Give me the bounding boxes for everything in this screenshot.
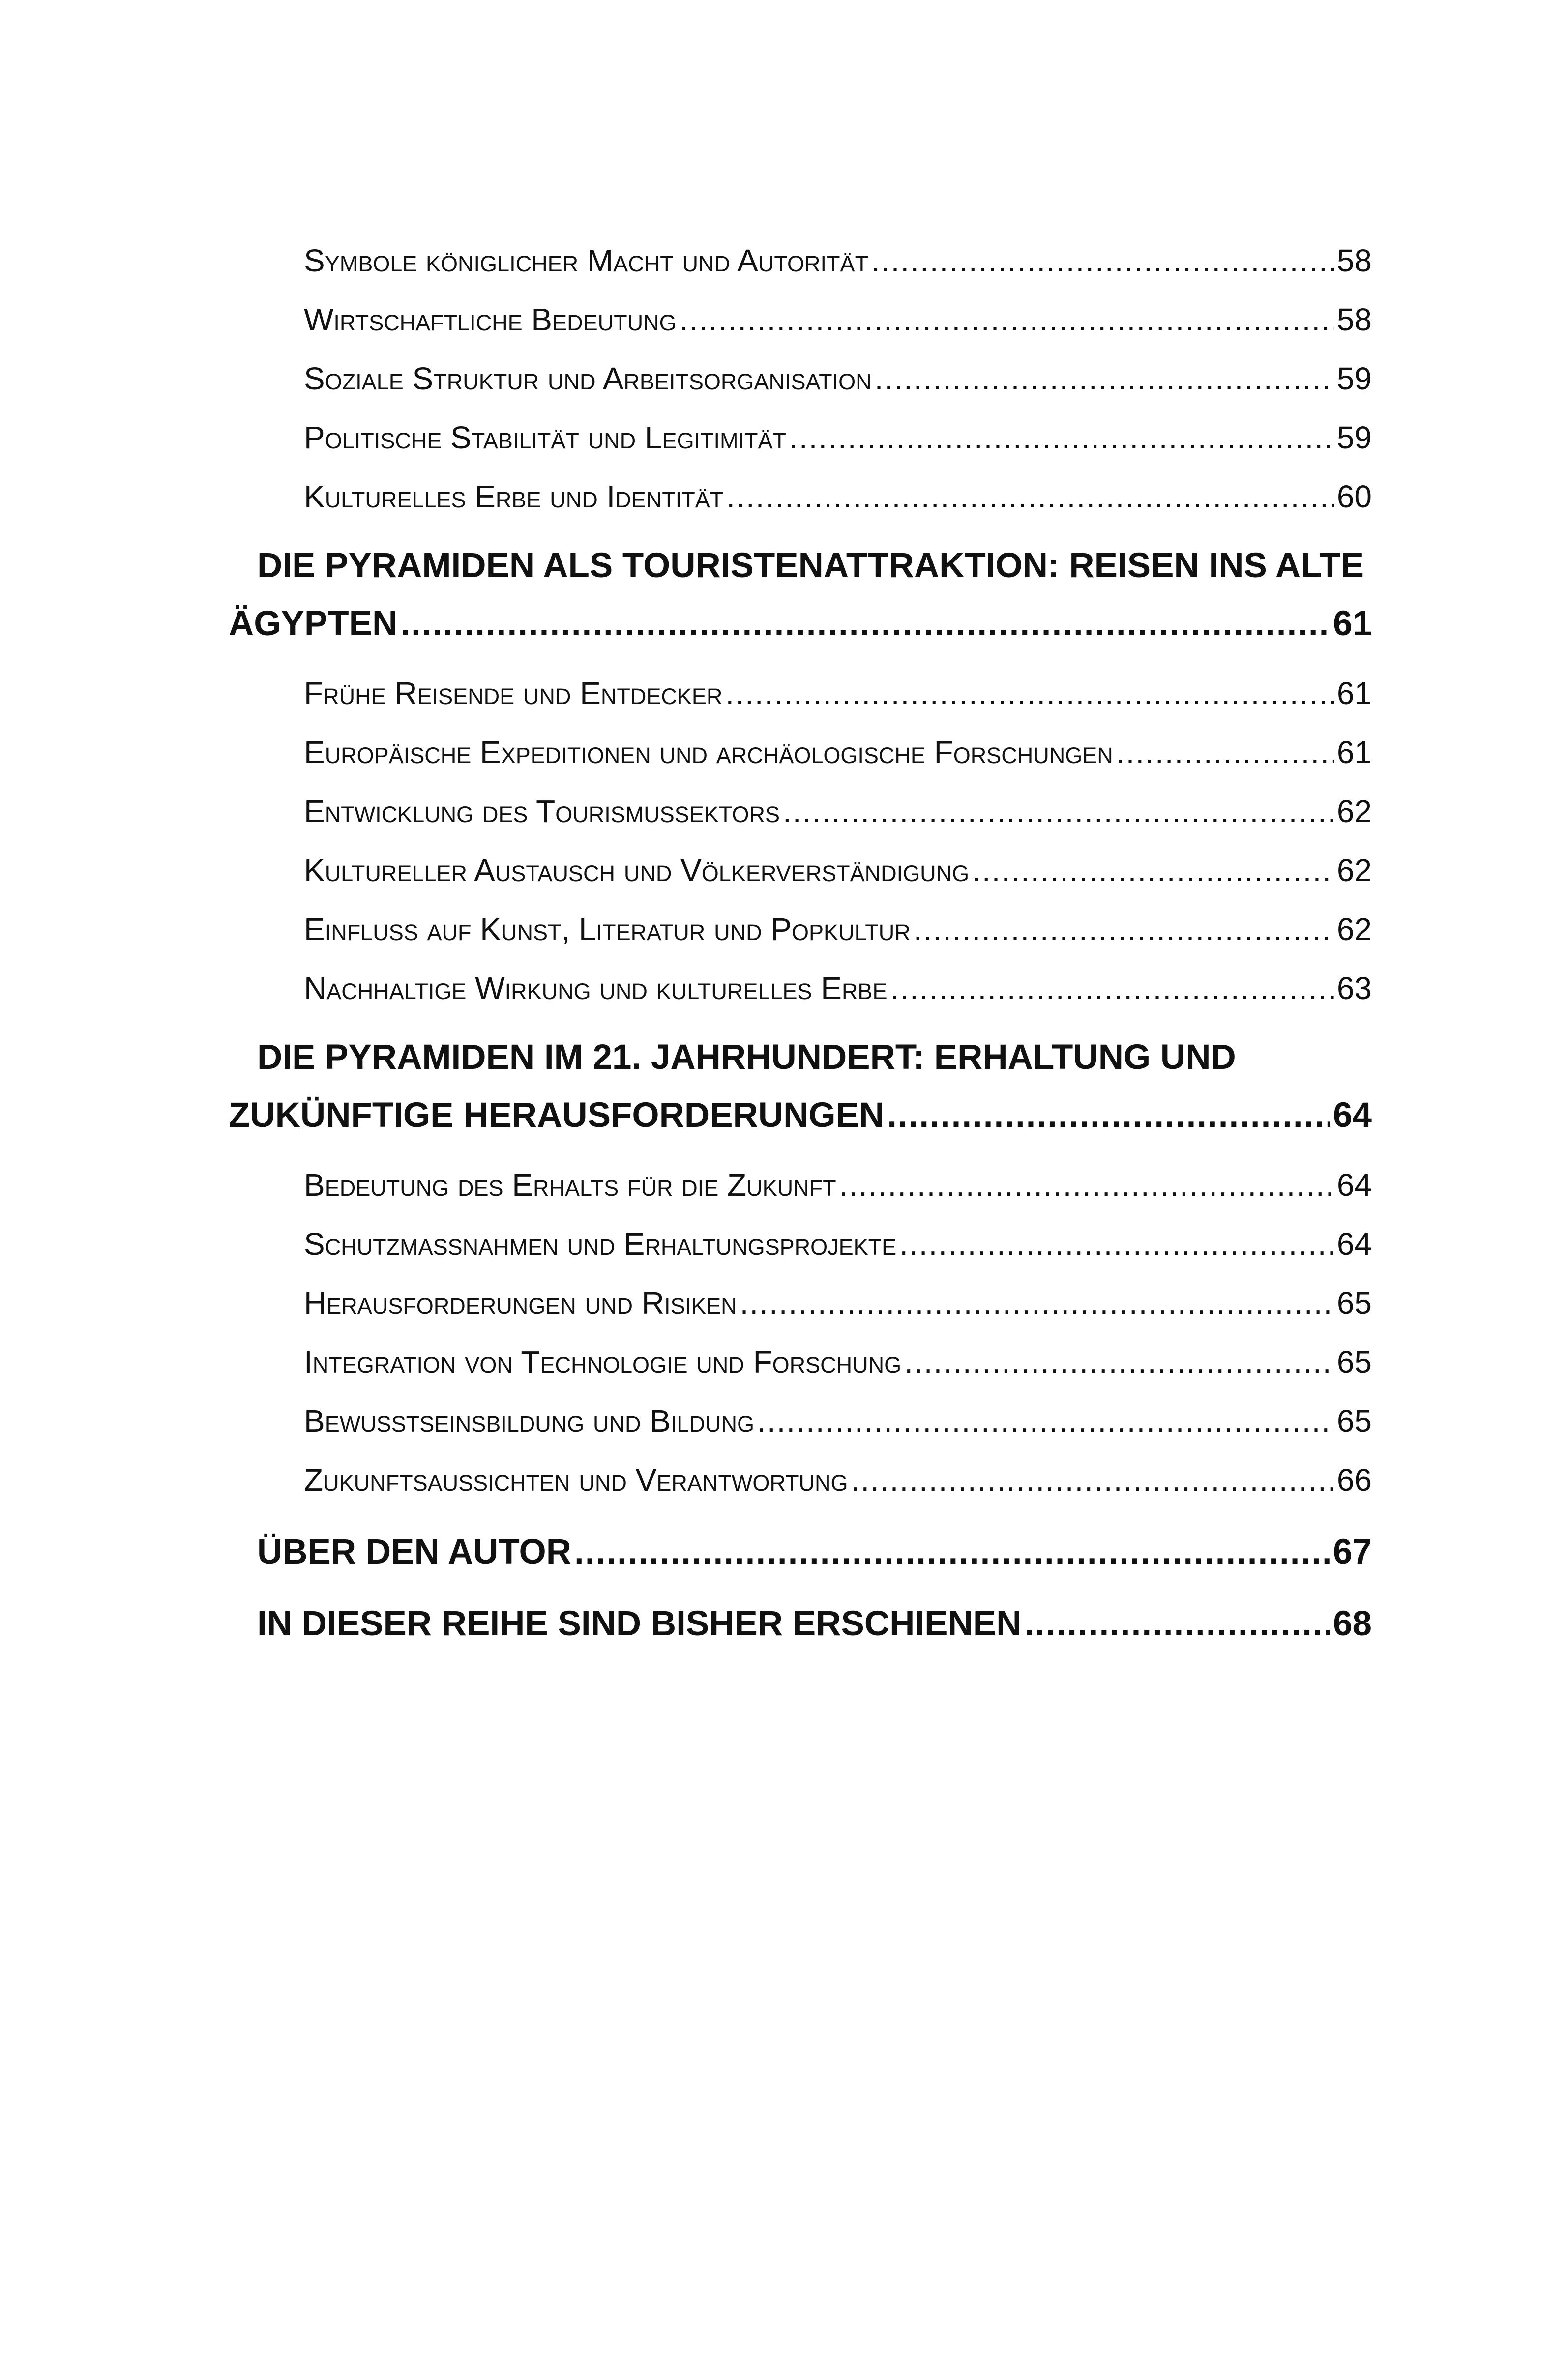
toc-entry-title: Einfluss auf Kunst, Literatur und Popkultur [304, 912, 911, 947]
toc-entry[interactable] [229, 841, 1372, 900]
dot-leader [574, 1523, 1330, 1581]
toc-entry[interactable] [229, 1332, 1372, 1391]
toc-entry[interactable] [229, 290, 1372, 349]
toc-entry[interactable] [229, 959, 1372, 1018]
toc-chapter-heading[interactable] [229, 1029, 1372, 1145]
toc-entry-page: 59 [1336, 361, 1372, 396]
dot-leader [783, 782, 1334, 841]
dot-leader [972, 841, 1334, 900]
toc-entry-page: 62 [1336, 912, 1372, 947]
dot-leader [914, 900, 1334, 959]
chapter-title: ÜBER DEN AUTOR [257, 1533, 572, 1571]
dot-leader [851, 1450, 1334, 1509]
toc-entry-page: 60 [1336, 479, 1372, 514]
toc-entry-page: 66 [1336, 1462, 1372, 1498]
dot-leader [1024, 1595, 1330, 1653]
chapter-title-line2: ZUKÜNFTIGE HERAUSFORDERUNGEN [229, 1096, 885, 1135]
dot-leader [839, 1155, 1334, 1214]
toc-entry-page: 64 [1336, 1167, 1372, 1203]
toc-entry[interactable] [229, 782, 1372, 841]
toc-chapter-page: 64 [1333, 1096, 1372, 1135]
toc-entry-page: 62 [1336, 794, 1372, 829]
chapter-title-line1: DIE PYRAMIDEN ALS TOURISTENATTRAKTION: REISEN INS ALTE [257, 546, 1364, 585]
dot-leader [875, 349, 1334, 408]
toc-entry-title: Bedeutung des Erhalts für die Zukunft [304, 1167, 836, 1203]
toc-entry-title: Politische Stabilität und Legitimität [304, 420, 787, 455]
chapter-title: IN DIESER REIHE SIND BISHER ERSCHIENEN [257, 1604, 1022, 1643]
toc-entry[interactable] [229, 1214, 1372, 1273]
dot-leader [1116, 723, 1334, 782]
dot-leader [899, 1214, 1334, 1273]
toc-entry-title: Wirtschaftliche Bedeutung [304, 302, 677, 337]
toc-entry-page: 63 [1336, 971, 1372, 1006]
toc-entry-title: Zukunftsaussichten und Verantwortung [304, 1462, 848, 1498]
dot-leader [680, 290, 1334, 349]
toc-entry[interactable] [229, 1450, 1372, 1509]
toc-entry-page: 62 [1336, 853, 1372, 888]
toc-entry-page: 65 [1336, 1344, 1372, 1380]
chapter-title-line1: DIE PYRAMIDEN IM 21. JAHRHUNDERT: ERHALTUNG UND [257, 1038, 1236, 1077]
toc-entry-page: 59 [1336, 420, 1372, 455]
dot-leader [757, 1391, 1334, 1450]
chapter-title-line2: ÄGYPTEN [229, 604, 398, 643]
toc-entry-title: Entwicklung des Tourismussektors [304, 794, 780, 829]
toc-entry[interactable] [229, 408, 1372, 467]
dot-leader [400, 595, 1330, 653]
table-of-contents [229, 231, 1372, 1657]
toc-chapter-page: 61 [1333, 604, 1372, 643]
toc-entry-page: 64 [1336, 1226, 1372, 1262]
toc-entry[interactable] [229, 1273, 1372, 1332]
toc-chapter-page: 68 [1333, 1604, 1372, 1643]
dot-leader [725, 664, 1333, 723]
toc-entry-title: Integration von Technologie und Forschung [304, 1344, 902, 1380]
toc-entry[interactable] [229, 723, 1372, 782]
dot-leader [887, 1087, 1330, 1145]
toc-entry-page: 65 [1336, 1285, 1372, 1321]
chapter-title-line2-row [229, 1087, 1372, 1145]
toc-entry[interactable] [229, 1155, 1372, 1214]
toc-entry-page: 61 [1336, 735, 1372, 770]
toc-entry[interactable] [229, 231, 1372, 290]
dot-leader [890, 959, 1333, 1018]
toc-entry-page: 58 [1336, 243, 1372, 278]
toc-entry[interactable] [229, 900, 1372, 959]
toc-chapter-series[interactable] [229, 1595, 1372, 1653]
dot-leader [789, 408, 1334, 467]
toc-entry-title: Europäische Expeditionen und archäologische Forschungen [304, 735, 1113, 770]
toc-entry-title: Herausforderungen und Risiken [304, 1285, 737, 1321]
toc-entry-title: Symbole königlicher Macht und Autorität [304, 243, 869, 278]
toc-entry[interactable] [229, 467, 1372, 526]
chapter-title-line2-row [229, 595, 1372, 653]
toc-entry-title: Soziale Struktur und Arbeitsorganisation [304, 361, 872, 396]
toc-entry[interactable] [229, 664, 1372, 723]
toc-entry[interactable] [229, 1391, 1372, 1450]
toc-chapter-about-author[interactable] [229, 1523, 1372, 1581]
toc-entry[interactable] [229, 349, 1372, 408]
toc-entry-page: 65 [1336, 1403, 1372, 1439]
dot-leader [726, 467, 1334, 526]
toc-entry-page: 61 [1336, 676, 1372, 711]
toc-entry-title: Kultureller Austausch und Völkerverständigung [304, 853, 970, 888]
toc-entry-title: Nachhaltige Wirkung und kulturelles Erbe [304, 971, 888, 1006]
toc-entry-title: Schutzmaßnahmen und Erhaltungsprojekte [304, 1226, 897, 1262]
toc-chapter-heading[interactable] [229, 537, 1372, 653]
dot-leader [871, 231, 1334, 290]
toc-entry-page: 58 [1336, 302, 1372, 337]
toc-entry-title: Kulturelles Erbe und Identität [304, 479, 724, 514]
dot-leader [740, 1273, 1334, 1332]
toc-entry-title: Bewusstseinsbildung und Bildung [304, 1403, 755, 1439]
dot-leader [904, 1332, 1334, 1391]
toc-chapter-page: 67 [1333, 1533, 1372, 1571]
toc-entry-title: Frühe Reisende und Entdecker [304, 676, 723, 711]
